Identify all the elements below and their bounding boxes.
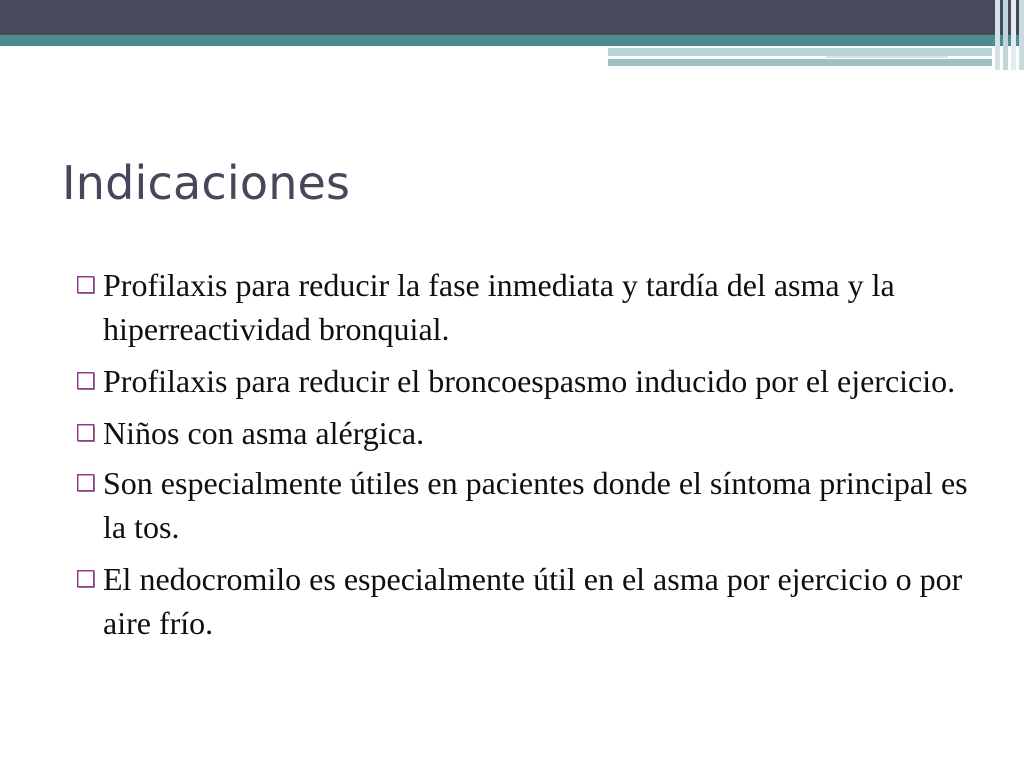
corner-decoration: [990, 0, 1024, 70]
bullet-item: [76, 359, 976, 403]
header-accent-line: [826, 56, 948, 58]
square-bullet-icon: [77, 474, 96, 493]
bullet-item: [76, 411, 976, 455]
bullet-item: [76, 461, 976, 549]
bullet-text: Son especialmente útiles en pacientes donde el síntoma principal es la tos.: [103, 465, 968, 545]
bullet-text: El nedocromilo es especialmente útil en el asma por ejercicio o por aire frío.: [103, 561, 963, 641]
bullet-text: Niños con asma alérgica.: [103, 415, 425, 451]
header-accent-stripe: [608, 48, 992, 56]
header-teal-stripe: [0, 35, 1024, 46]
header-accent-stripe-lower: [608, 59, 992, 66]
header-band: [0, 0, 1024, 35]
bullet-text: Profilaxis para reducir el broncoespasmo inducido por el ejercicio.: [103, 363, 956, 399]
square-bullet-icon: [77, 276, 96, 295]
square-bullet-icon: [77, 372, 96, 391]
bullet-item: [76, 557, 976, 645]
bullet-item: [76, 263, 976, 351]
bullet-list: [76, 263, 976, 653]
square-bullet-icon: [77, 570, 96, 589]
bullet-text: Profilaxis para reducir la fase inmediata y tardía del asma y la hiperreactividad bronquial.: [103, 267, 895, 347]
square-bullet-icon: [77, 424, 96, 443]
slide-title: Indicaciones: [62, 156, 351, 210]
